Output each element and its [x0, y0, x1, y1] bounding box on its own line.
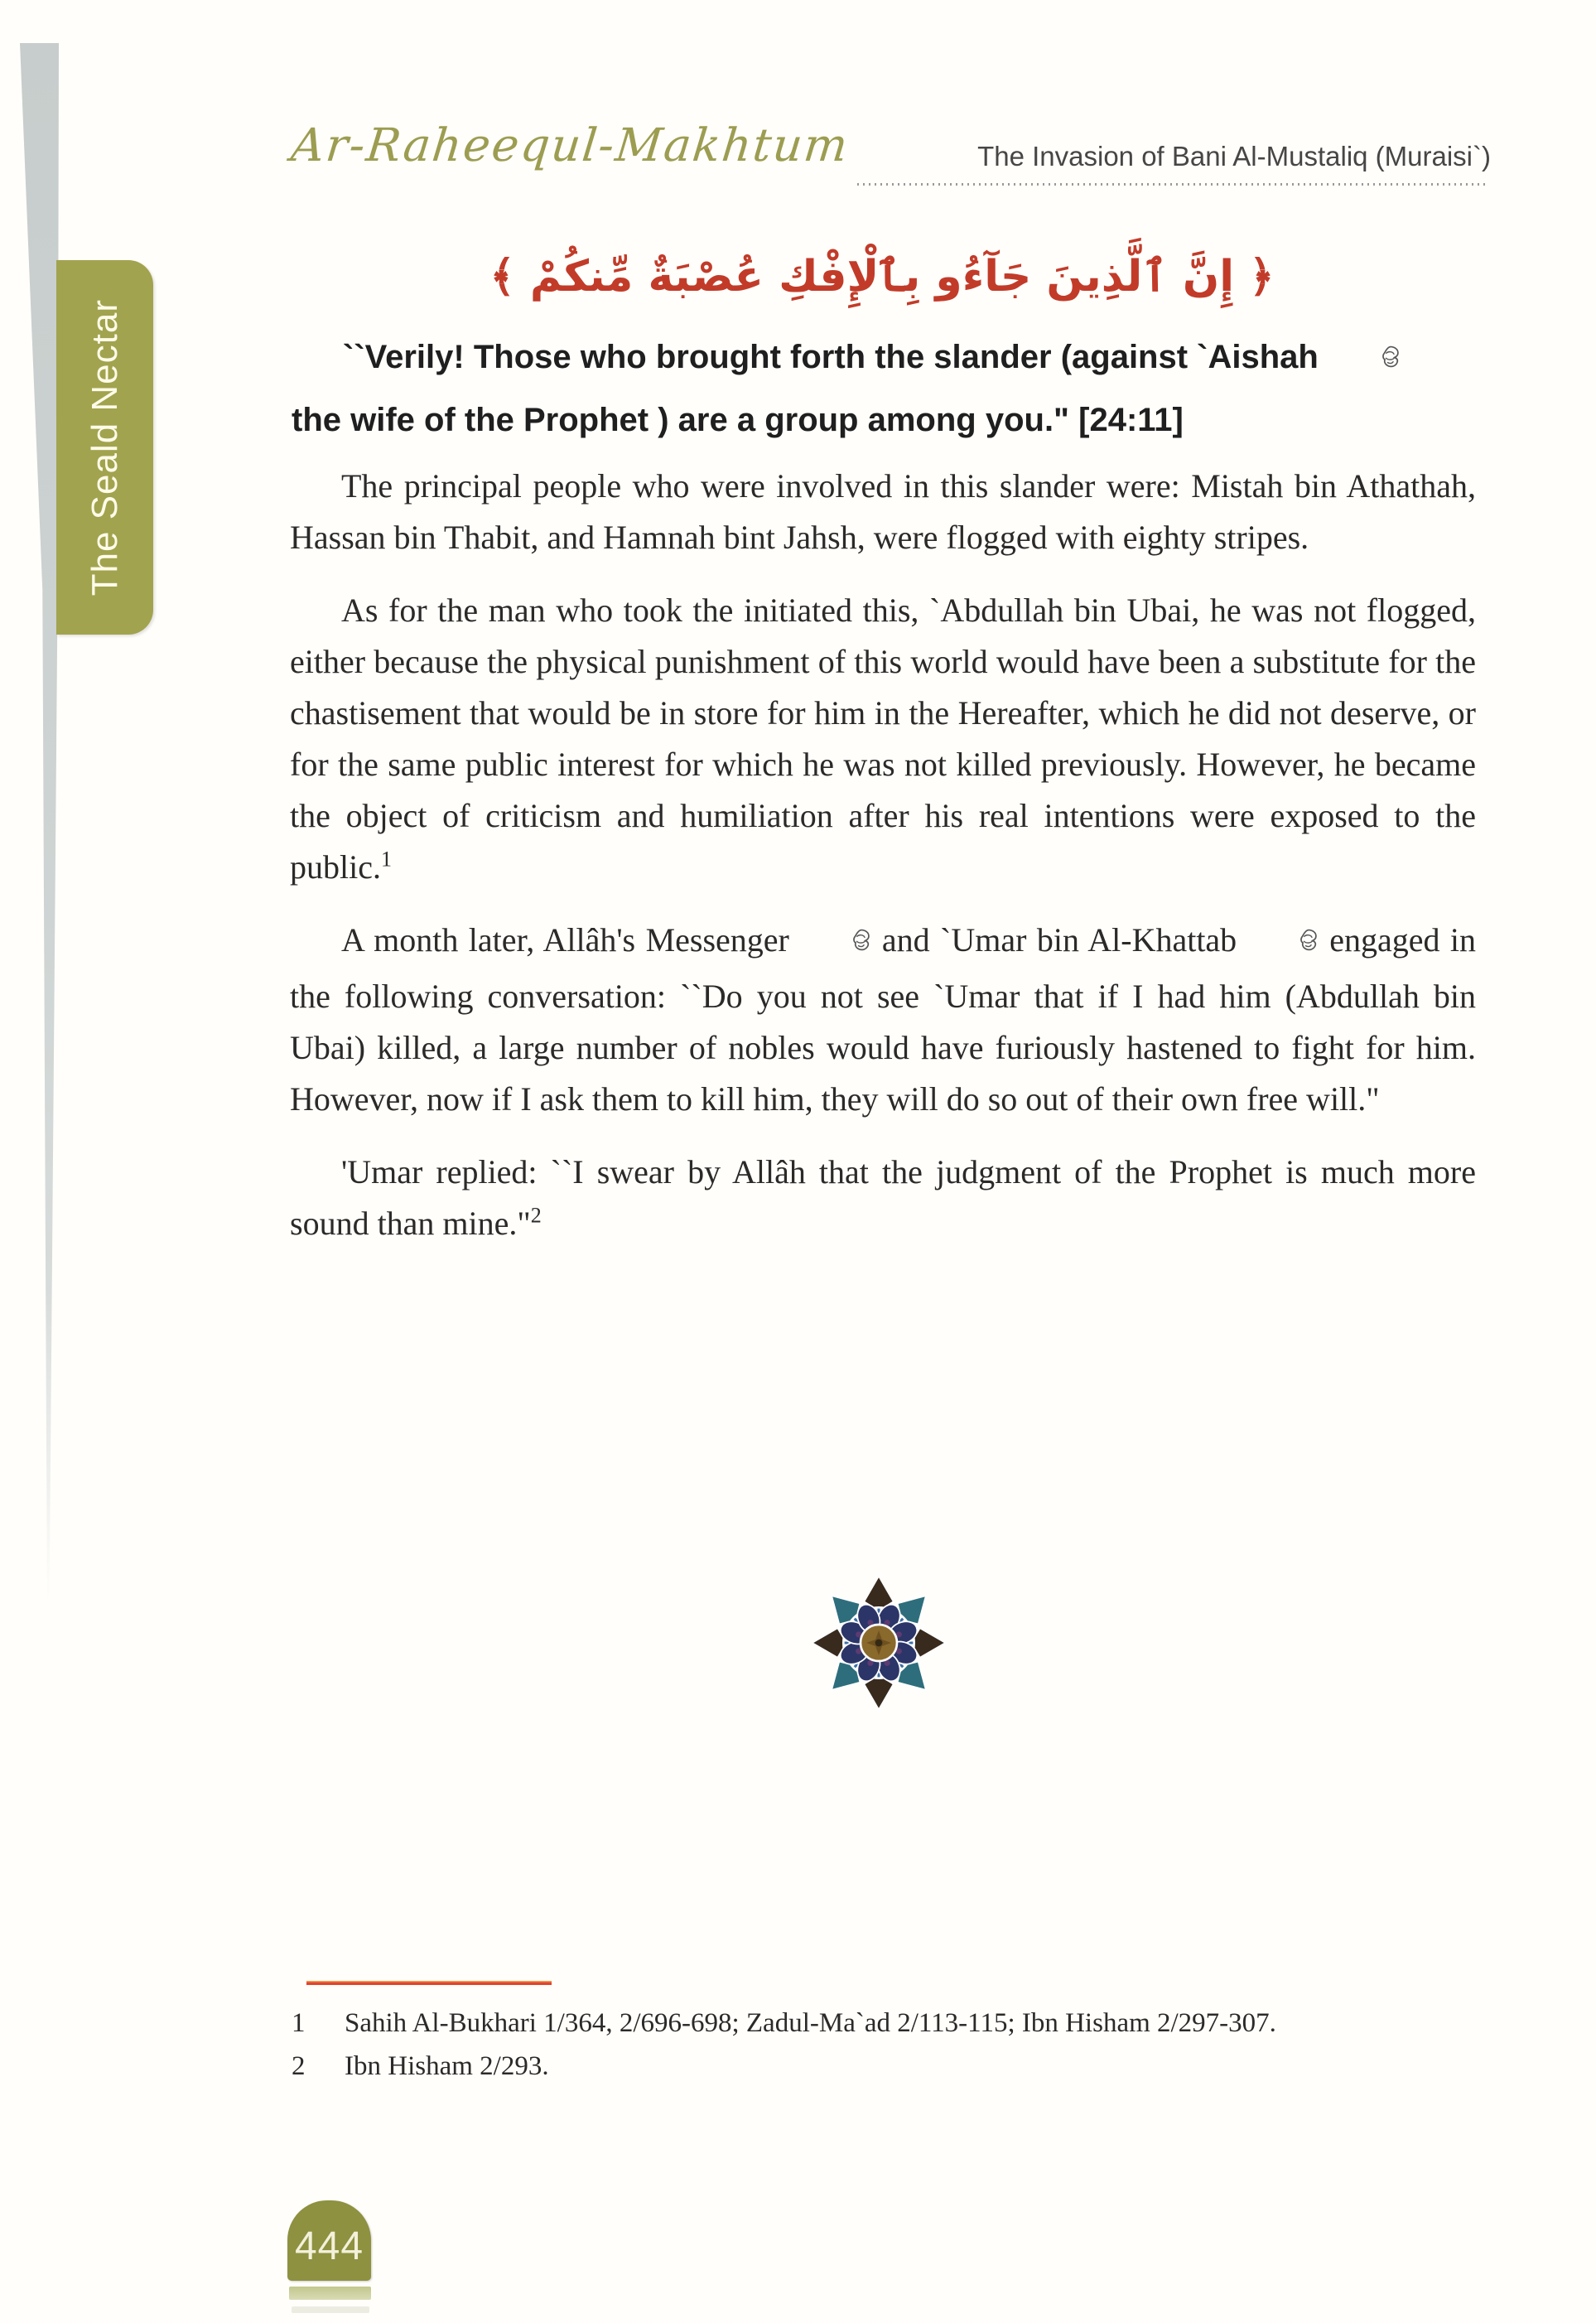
book-title-script: Ar-Raheequl-Makhtum [288, 118, 852, 171]
sidebar-tab-label: The Seald Nectar [84, 298, 125, 596]
quran-verse-translation [292, 328, 1428, 449]
page-tab-reflection-faint [292, 2306, 369, 2313]
paragraph-3 [290, 915, 1476, 1125]
footnote-2-number: 2 [292, 2051, 306, 2081]
chapter-title: The Invasion of Bani Al-Mustaliq (Muraisi`) [977, 141, 1491, 171]
page-tab-reflection [289, 2287, 371, 2300]
honorific-sallallahu-icon [796, 920, 875, 971]
body-text [290, 461, 1476, 1271]
honorific-radiallahu-anha-icon [1325, 333, 1405, 391]
footnote-1-number: 1 [292, 2008, 306, 2038]
honorific-radiallahu-anhu-icon [1243, 920, 1323, 971]
footnote-ref-1: 1 [380, 847, 392, 872]
header-dotted-rule [857, 183, 1488, 186]
paragraph-4-text: 'Umar replied: ``I swear by Allâh that the judgment of the Prophet is much more sound than mine." [290, 1153, 1476, 1242]
paragraph-2 [290, 585, 1476, 893]
verse-translation-part1: ``Verily! Those who brought forth the slander (against `Aishah [343, 339, 1319, 375]
islamic-rosette-ornament [806, 1570, 952, 1720]
quran-verse-arabic: ﴿ إِنَّ ٱلَّذِينَ جَآءُو بِٱلْإِفْكِ عُصْبَةٌ مِّنكُمْ ﴾ [489, 252, 1275, 302]
paragraph-1: The principal people who were involved in this slander were: Mistah bin Athathah, Hassan bin Thabit, and Hamnah bint Jahsh, were flogged with eighty stripes. [290, 467, 1476, 556]
page-number-tab [287, 2200, 371, 2281]
footnote-1 [292, 2005, 1478, 2042]
footnote-rule [306, 1981, 552, 1985]
footnote-1-text: Sahih Al-Bukhari 1/364, 2/696-698; Zadul-Ma`ad 2/113-115; Ibn Hisham 2/297-307. [345, 2008, 1276, 2038]
paragraph-3-part1: A month later, Allâh's Messenger [341, 921, 789, 959]
verse-translation-part2: the wife of the Prophet ) are a group among you." [24:11] [292, 402, 1184, 438]
paragraph-3-part2: and `Umar bin Al-Khattab [881, 921, 1237, 959]
page-number: 444 [294, 2224, 364, 2268]
footnotes [292, 2005, 1478, 2091]
paragraph-3-part3: engaged in the following conversation: ``Do you not see `Umar that if I had him (Abdullah bin Ubai) killed, a large number of nobles would have furiously hastened to fight for him. However, now if I ask them to kill him, they will do so out of their own free will." [290, 921, 1477, 1118]
paragraph-2-text: As for the man who took the initiated this, `Abdullah bin Ubai, he was not flogged, either because the physical punishment of this world would have been a substitute for the chastisement that would be in store for him in the Hereafter, which he did not deserve, or for the same public interest for which he was not killed previously. However, he became the object of criticism and humiliation after his real intentions were exposed to the public. [290, 592, 1476, 886]
footnote-2-text: Ibn Hisham 2/293. [345, 2051, 549, 2081]
footnote-2 [292, 2048, 1478, 2085]
sidebar-tab [56, 260, 153, 635]
footnote-ref-2: 2 [530, 1203, 542, 1228]
spine-shadow-bar [20, 43, 59, 1605]
paragraph-4 [290, 1147, 1476, 1249]
